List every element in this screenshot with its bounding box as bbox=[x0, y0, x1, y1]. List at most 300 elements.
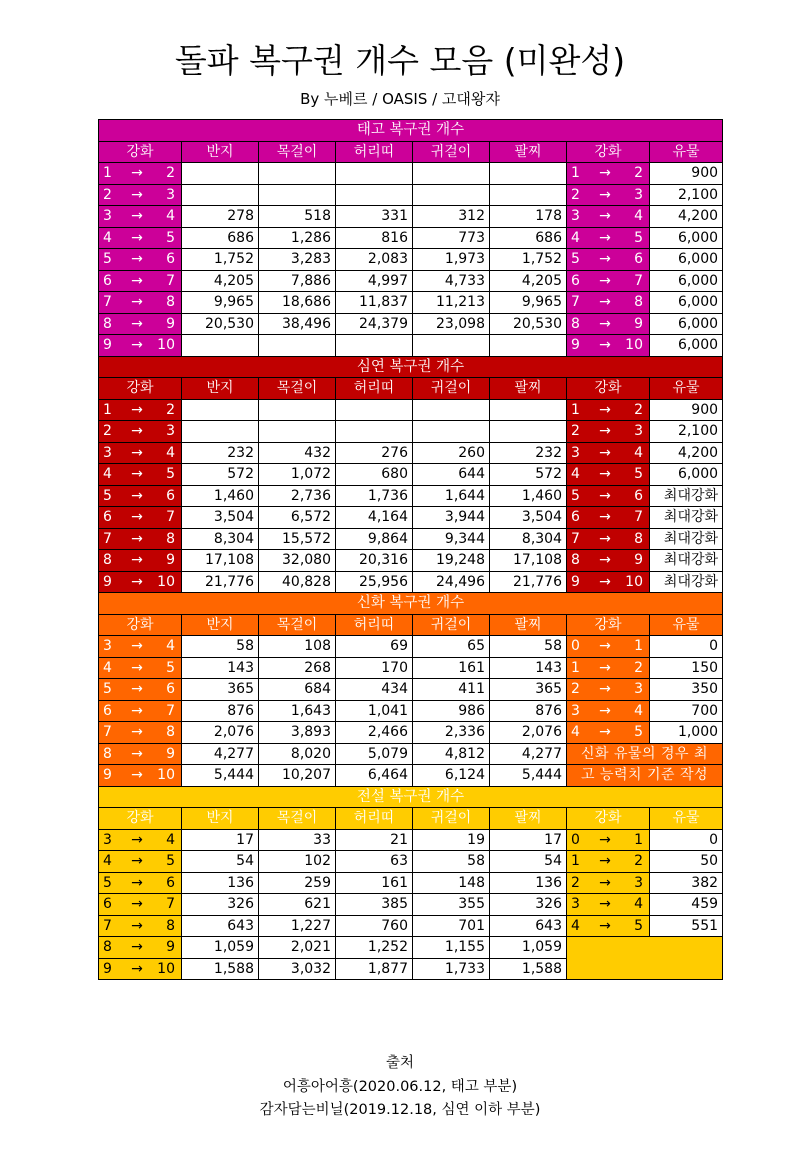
level-to: 2 bbox=[634, 165, 643, 182]
ticket-count: 2,466 bbox=[336, 722, 413, 744]
ticket-count: 365 bbox=[490, 679, 567, 701]
level-to: 2 bbox=[634, 401, 643, 418]
relic-count: 6,000 bbox=[650, 227, 723, 249]
enhance-level bbox=[99, 421, 182, 443]
column-header: 유물 bbox=[650, 141, 723, 163]
ticket-count: 621 bbox=[259, 894, 336, 916]
ticket-count: 760 bbox=[336, 915, 413, 937]
level-to: 10 bbox=[157, 337, 175, 354]
enhance-level bbox=[99, 292, 182, 314]
ticket-count: 1,252 bbox=[336, 937, 413, 959]
relic-enhance-level bbox=[567, 313, 650, 335]
column-header: 강화 bbox=[99, 141, 182, 163]
enhance-level bbox=[99, 399, 182, 421]
level-from: 4 bbox=[103, 853, 112, 870]
arrow-icon: → bbox=[131, 853, 143, 870]
arrow-icon: → bbox=[131, 229, 143, 246]
ticket-count: 1,588 bbox=[490, 958, 567, 980]
arrow-icon: → bbox=[131, 724, 143, 741]
ticket-count: 20,530 bbox=[182, 313, 259, 335]
ticket-count: 355 bbox=[413, 894, 490, 916]
arrow-icon: → bbox=[131, 466, 143, 483]
level-to: 8 bbox=[634, 294, 643, 311]
ticket-count: 19 bbox=[413, 829, 490, 851]
arrow-icon: → bbox=[131, 423, 143, 440]
relic-count: 최대강화 bbox=[650, 571, 723, 593]
table-row bbox=[99, 313, 723, 335]
section-title-row bbox=[99, 786, 723, 808]
ticket-count: 1,072 bbox=[259, 464, 336, 486]
level-to: 10 bbox=[157, 767, 175, 784]
ticket-count: 876 bbox=[182, 700, 259, 722]
arrow-icon: → bbox=[131, 659, 143, 676]
relic-count: 6,000 bbox=[650, 270, 723, 292]
arrow-icon: → bbox=[599, 294, 611, 311]
level-to: 8 bbox=[166, 917, 175, 934]
table-row bbox=[99, 335, 723, 357]
arrow-icon: → bbox=[131, 831, 143, 848]
arrow-icon: → bbox=[599, 487, 611, 504]
ticket-count bbox=[413, 421, 490, 443]
ticket-count: 6,124 bbox=[413, 765, 490, 787]
arrow-icon: → bbox=[131, 401, 143, 418]
table-row bbox=[99, 270, 723, 292]
level-from: 3 bbox=[103, 831, 112, 848]
ticket-count bbox=[259, 421, 336, 443]
column-header: 팔찌 bbox=[490, 378, 567, 400]
ticket-count bbox=[413, 399, 490, 421]
relic-enhance-level bbox=[567, 206, 650, 228]
level-from: 5 bbox=[103, 874, 112, 891]
ticket-count: 20,316 bbox=[336, 550, 413, 572]
restore-ticket-table bbox=[98, 119, 723, 980]
table-row bbox=[99, 851, 723, 873]
level-to: 7 bbox=[634, 272, 643, 289]
ticket-count: 40,828 bbox=[259, 571, 336, 593]
level-from: 7 bbox=[571, 530, 580, 547]
arrow-icon: → bbox=[131, 767, 143, 784]
ticket-count: 232 bbox=[490, 442, 567, 464]
ticket-count: 69 bbox=[336, 636, 413, 658]
table-row bbox=[99, 571, 723, 593]
arrow-icon: → bbox=[599, 702, 611, 719]
arrow-icon: → bbox=[599, 444, 611, 461]
level-to: 3 bbox=[166, 186, 175, 203]
level-to: 9 bbox=[166, 552, 175, 569]
level-from: 8 bbox=[103, 315, 112, 332]
level-from: 3 bbox=[103, 208, 112, 225]
table-row bbox=[99, 722, 723, 744]
level-to: 6 bbox=[634, 251, 643, 268]
level-from: 5 bbox=[571, 487, 580, 504]
level-to: 3 bbox=[634, 874, 643, 891]
relic-count: 350 bbox=[650, 679, 723, 701]
level-to: 5 bbox=[166, 229, 175, 246]
level-from: 4 bbox=[571, 724, 580, 741]
ticket-count: 17,108 bbox=[490, 550, 567, 572]
ticket-count: 326 bbox=[490, 894, 567, 916]
ticket-count bbox=[490, 421, 567, 443]
level-from: 9 bbox=[103, 337, 112, 354]
relic-count: 2,100 bbox=[650, 184, 723, 206]
level-to: 4 bbox=[634, 444, 643, 461]
ticket-count: 25,956 bbox=[336, 571, 413, 593]
column-header: 목걸이 bbox=[259, 808, 336, 830]
page-subtitle: By 누베르 / OASIS / 고대왕쟈 bbox=[300, 90, 500, 108]
ticket-count: 4,812 bbox=[413, 743, 490, 765]
ticket-count: 1,460 bbox=[182, 485, 259, 507]
enhance-level bbox=[99, 335, 182, 357]
ticket-count: 1,227 bbox=[259, 915, 336, 937]
table-row bbox=[99, 636, 723, 658]
ticket-count: 684 bbox=[259, 679, 336, 701]
ticket-count: 686 bbox=[490, 227, 567, 249]
arrow-icon: → bbox=[131, 917, 143, 934]
column-header-row bbox=[99, 614, 723, 636]
section-title-row bbox=[99, 120, 723, 142]
relic-note: 신화 유물의 경우 최 bbox=[567, 743, 723, 765]
ticket-count: 2,083 bbox=[336, 249, 413, 271]
table-row bbox=[99, 700, 723, 722]
ticket-count bbox=[336, 163, 413, 185]
relic-count: 150 bbox=[650, 657, 723, 679]
level-from: 8 bbox=[571, 552, 580, 569]
ticket-count: 1,041 bbox=[336, 700, 413, 722]
level-from: 1 bbox=[571, 659, 580, 676]
enhance-level bbox=[99, 550, 182, 572]
relic-enhance-level bbox=[567, 442, 650, 464]
column-header: 귀걸이 bbox=[413, 808, 490, 830]
level-from: 7 bbox=[103, 917, 112, 934]
ticket-count: 136 bbox=[490, 872, 567, 894]
ticket-count: 3,283 bbox=[259, 249, 336, 271]
column-header: 반지 bbox=[182, 808, 259, 830]
arrow-icon: → bbox=[599, 208, 611, 225]
relic-enhance-level bbox=[567, 399, 650, 421]
level-from: 4 bbox=[571, 466, 580, 483]
level-from: 9 bbox=[103, 767, 112, 784]
level-to: 5 bbox=[634, 229, 643, 246]
ticket-count: 8,020 bbox=[259, 743, 336, 765]
enhance-level bbox=[99, 915, 182, 937]
enhance-level bbox=[99, 765, 182, 787]
arrow-icon: → bbox=[599, 509, 611, 526]
ticket-count: 4,277 bbox=[490, 743, 567, 765]
level-from: 6 bbox=[571, 509, 580, 526]
arrow-icon: → bbox=[131, 874, 143, 891]
enhance-level bbox=[99, 485, 182, 507]
ticket-count: 365 bbox=[182, 679, 259, 701]
ticket-count: 9,965 bbox=[490, 292, 567, 314]
ticket-count bbox=[259, 184, 336, 206]
level-to: 7 bbox=[166, 272, 175, 289]
table-row bbox=[99, 550, 723, 572]
level-from: 7 bbox=[103, 530, 112, 547]
ticket-count: 9,864 bbox=[336, 528, 413, 550]
arrow-icon: → bbox=[131, 509, 143, 526]
column-header: 팔찌 bbox=[490, 614, 567, 636]
ticket-count: 11,837 bbox=[336, 292, 413, 314]
level-from: 2 bbox=[103, 423, 112, 440]
level-from: 7 bbox=[103, 724, 112, 741]
column-header: 유물 bbox=[650, 378, 723, 400]
level-to: 7 bbox=[166, 509, 175, 526]
level-from: 3 bbox=[571, 444, 580, 461]
ticket-count: 4,997 bbox=[336, 270, 413, 292]
level-to: 4 bbox=[166, 638, 175, 655]
arrow-icon: → bbox=[599, 530, 611, 547]
ticket-count: 2,021 bbox=[259, 937, 336, 959]
source-heading: 출처 bbox=[385, 1055, 414, 1071]
ticket-count: 8,304 bbox=[490, 528, 567, 550]
table-row bbox=[99, 937, 723, 959]
relic-enhance-level bbox=[567, 249, 650, 271]
table-row bbox=[99, 872, 723, 894]
ticket-count: 259 bbox=[259, 872, 336, 894]
ticket-count: 38,496 bbox=[259, 313, 336, 335]
level-to: 8 bbox=[166, 530, 175, 547]
ticket-count: 21 bbox=[336, 829, 413, 851]
ticket-count bbox=[182, 399, 259, 421]
ticket-count: 5,079 bbox=[336, 743, 413, 765]
ticket-count: 1,644 bbox=[413, 485, 490, 507]
column-header: 강화 bbox=[567, 808, 650, 830]
relic-count: 0 bbox=[650, 636, 723, 658]
ticket-count: 385 bbox=[336, 894, 413, 916]
ticket-count: 17 bbox=[182, 829, 259, 851]
section-title: 태고 복구권 개수 bbox=[99, 120, 723, 142]
ticket-count: 4,164 bbox=[336, 507, 413, 529]
column-header: 강화 bbox=[567, 378, 650, 400]
column-header-row bbox=[99, 378, 723, 400]
ticket-count: 572 bbox=[182, 464, 259, 486]
level-from: 4 bbox=[103, 659, 112, 676]
ticket-count: 644 bbox=[413, 464, 490, 486]
ticket-count: 518 bbox=[259, 206, 336, 228]
arrow-icon: → bbox=[599, 853, 611, 870]
ticket-count: 19,248 bbox=[413, 550, 490, 572]
ticket-count: 54 bbox=[182, 851, 259, 873]
ticket-count bbox=[182, 335, 259, 357]
enhance-level bbox=[99, 163, 182, 185]
ticket-count: 4,277 bbox=[182, 743, 259, 765]
enhance-level bbox=[99, 636, 182, 658]
ticket-count: 178 bbox=[490, 206, 567, 228]
ticket-count: 276 bbox=[336, 442, 413, 464]
relic-count: 459 bbox=[650, 894, 723, 916]
level-to: 9 bbox=[166, 939, 175, 956]
section-title-row bbox=[99, 593, 723, 615]
ticket-count: 3,504 bbox=[490, 507, 567, 529]
level-from: 6 bbox=[103, 509, 112, 526]
level-from: 8 bbox=[103, 939, 112, 956]
ticket-count: 816 bbox=[336, 227, 413, 249]
ticket-count: 572 bbox=[490, 464, 567, 486]
level-to: 10 bbox=[157, 960, 175, 977]
enhance-level bbox=[99, 270, 182, 292]
column-header: 귀걸이 bbox=[413, 614, 490, 636]
arrow-icon: → bbox=[131, 487, 143, 504]
arrow-icon: → bbox=[131, 896, 143, 913]
relic-enhance-level bbox=[567, 292, 650, 314]
ticket-count: 1,460 bbox=[490, 485, 567, 507]
table-row bbox=[99, 163, 723, 185]
table-row bbox=[99, 829, 723, 851]
ticket-count: 161 bbox=[413, 657, 490, 679]
relic-count: 0 bbox=[650, 829, 723, 851]
ticket-count: 143 bbox=[490, 657, 567, 679]
arrow-icon: → bbox=[599, 251, 611, 268]
table-row bbox=[99, 442, 723, 464]
table-row bbox=[99, 679, 723, 701]
level-to: 3 bbox=[634, 186, 643, 203]
level-from: 2 bbox=[571, 681, 580, 698]
enhance-level bbox=[99, 829, 182, 851]
relic-enhance-level bbox=[567, 679, 650, 701]
ticket-count: 1,752 bbox=[182, 249, 259, 271]
ticket-count bbox=[336, 184, 413, 206]
relic-count: 6,000 bbox=[650, 335, 723, 357]
source-line-1: 어흥아어흥(2020.06.12, 태고 부분) bbox=[282, 1079, 518, 1095]
ticket-count: 5,444 bbox=[490, 765, 567, 787]
ticket-count: 7,886 bbox=[259, 270, 336, 292]
section-title: 심연 복구권 개수 bbox=[99, 356, 723, 378]
relic-enhance-level bbox=[567, 163, 650, 185]
table-row bbox=[99, 528, 723, 550]
level-from: 5 bbox=[571, 251, 580, 268]
level-to: 5 bbox=[634, 466, 643, 483]
column-header: 강화 bbox=[99, 614, 182, 636]
level-from: 1 bbox=[571, 401, 580, 418]
relic-count: 900 bbox=[650, 163, 723, 185]
level-to: 10 bbox=[625, 573, 643, 590]
ticket-count bbox=[182, 163, 259, 185]
enhance-level bbox=[99, 442, 182, 464]
enhance-level bbox=[99, 227, 182, 249]
arrow-icon: → bbox=[131, 272, 143, 289]
level-from: 4 bbox=[571, 229, 580, 246]
ticket-count: 108 bbox=[259, 636, 336, 658]
ticket-count: 21,776 bbox=[182, 571, 259, 593]
ticket-count: 2,076 bbox=[490, 722, 567, 744]
relic-enhance-level bbox=[567, 464, 650, 486]
relic-count: 최대강화 bbox=[650, 550, 723, 572]
source-line-2: 감자담는비닐(2019.12.18, 심연 이하 부분) bbox=[259, 1102, 541, 1118]
relic-enhance-level bbox=[567, 915, 650, 937]
arrow-icon: → bbox=[599, 401, 611, 418]
enhance-level bbox=[99, 722, 182, 744]
level-from: 4 bbox=[571, 917, 580, 934]
table-row bbox=[99, 765, 723, 787]
arrow-icon: → bbox=[599, 552, 611, 569]
column-header: 목걸이 bbox=[259, 141, 336, 163]
table-row bbox=[99, 915, 723, 937]
enhance-level bbox=[99, 937, 182, 959]
table-row bbox=[99, 657, 723, 679]
table-row bbox=[99, 894, 723, 916]
ticket-count: 2,336 bbox=[413, 722, 490, 744]
ticket-count: 23,098 bbox=[413, 313, 490, 335]
relic-enhance-level bbox=[567, 528, 650, 550]
relic-enhance-level bbox=[567, 894, 650, 916]
ticket-count: 32,080 bbox=[259, 550, 336, 572]
level-from: 0 bbox=[571, 831, 580, 848]
level-to: 6 bbox=[166, 681, 175, 698]
ticket-count: 4,205 bbox=[490, 270, 567, 292]
ticket-count: 3,944 bbox=[413, 507, 490, 529]
level-from: 1 bbox=[571, 853, 580, 870]
level-to: 3 bbox=[166, 423, 175, 440]
ticket-count bbox=[413, 163, 490, 185]
relic-enhance-level bbox=[567, 872, 650, 894]
arrow-icon: → bbox=[599, 917, 611, 934]
relic-count: 1,000 bbox=[650, 722, 723, 744]
ticket-count: 33 bbox=[259, 829, 336, 851]
ticket-count: 986 bbox=[413, 700, 490, 722]
ticket-count bbox=[336, 421, 413, 443]
ticket-count: 1,155 bbox=[413, 937, 490, 959]
ticket-count: 1,877 bbox=[336, 958, 413, 980]
enhance-level bbox=[99, 464, 182, 486]
relic-count: 551 bbox=[650, 915, 723, 937]
column-header: 허리띠 bbox=[336, 614, 413, 636]
column-header: 팔찌 bbox=[490, 141, 567, 163]
ticket-count: 63 bbox=[336, 851, 413, 873]
ticket-count bbox=[336, 399, 413, 421]
level-from: 3 bbox=[571, 208, 580, 225]
ticket-count: 54 bbox=[490, 851, 567, 873]
relic-enhance-level bbox=[567, 184, 650, 206]
ticket-count: 1,752 bbox=[490, 249, 567, 271]
ticket-count bbox=[259, 335, 336, 357]
ticket-count: 21,776 bbox=[490, 571, 567, 593]
level-from: 3 bbox=[571, 896, 580, 913]
ticket-count: 312 bbox=[413, 206, 490, 228]
arrow-icon: → bbox=[131, 638, 143, 655]
enhance-level bbox=[99, 743, 182, 765]
table-row bbox=[99, 206, 723, 228]
arrow-icon: → bbox=[599, 638, 611, 655]
column-header: 목걸이 bbox=[259, 378, 336, 400]
ticket-count: 58 bbox=[490, 636, 567, 658]
enhance-level bbox=[99, 528, 182, 550]
arrow-icon: → bbox=[599, 659, 611, 676]
level-to: 6 bbox=[634, 487, 643, 504]
section-title-row bbox=[99, 356, 723, 378]
level-from: 9 bbox=[103, 573, 112, 590]
relic-count: 6,000 bbox=[650, 292, 723, 314]
level-from: 8 bbox=[103, 552, 112, 569]
column-header: 강화 bbox=[99, 808, 182, 830]
level-from: 3 bbox=[571, 702, 580, 719]
ticket-count: 1,973 bbox=[413, 249, 490, 271]
arrow-icon: → bbox=[599, 229, 611, 246]
arrow-icon: → bbox=[131, 939, 143, 956]
level-to: 4 bbox=[634, 896, 643, 913]
enhance-level bbox=[99, 507, 182, 529]
relic-enhance-level bbox=[567, 550, 650, 572]
arrow-icon: → bbox=[599, 896, 611, 913]
enhance-level bbox=[99, 313, 182, 335]
level-from: 1 bbox=[103, 401, 112, 418]
ticket-count: 6,464 bbox=[336, 765, 413, 787]
arrow-icon: → bbox=[131, 573, 143, 590]
ticket-count: 161 bbox=[336, 872, 413, 894]
level-from: 9 bbox=[103, 960, 112, 977]
enhance-level bbox=[99, 851, 182, 873]
level-from: 8 bbox=[103, 745, 112, 762]
level-to: 7 bbox=[166, 896, 175, 913]
